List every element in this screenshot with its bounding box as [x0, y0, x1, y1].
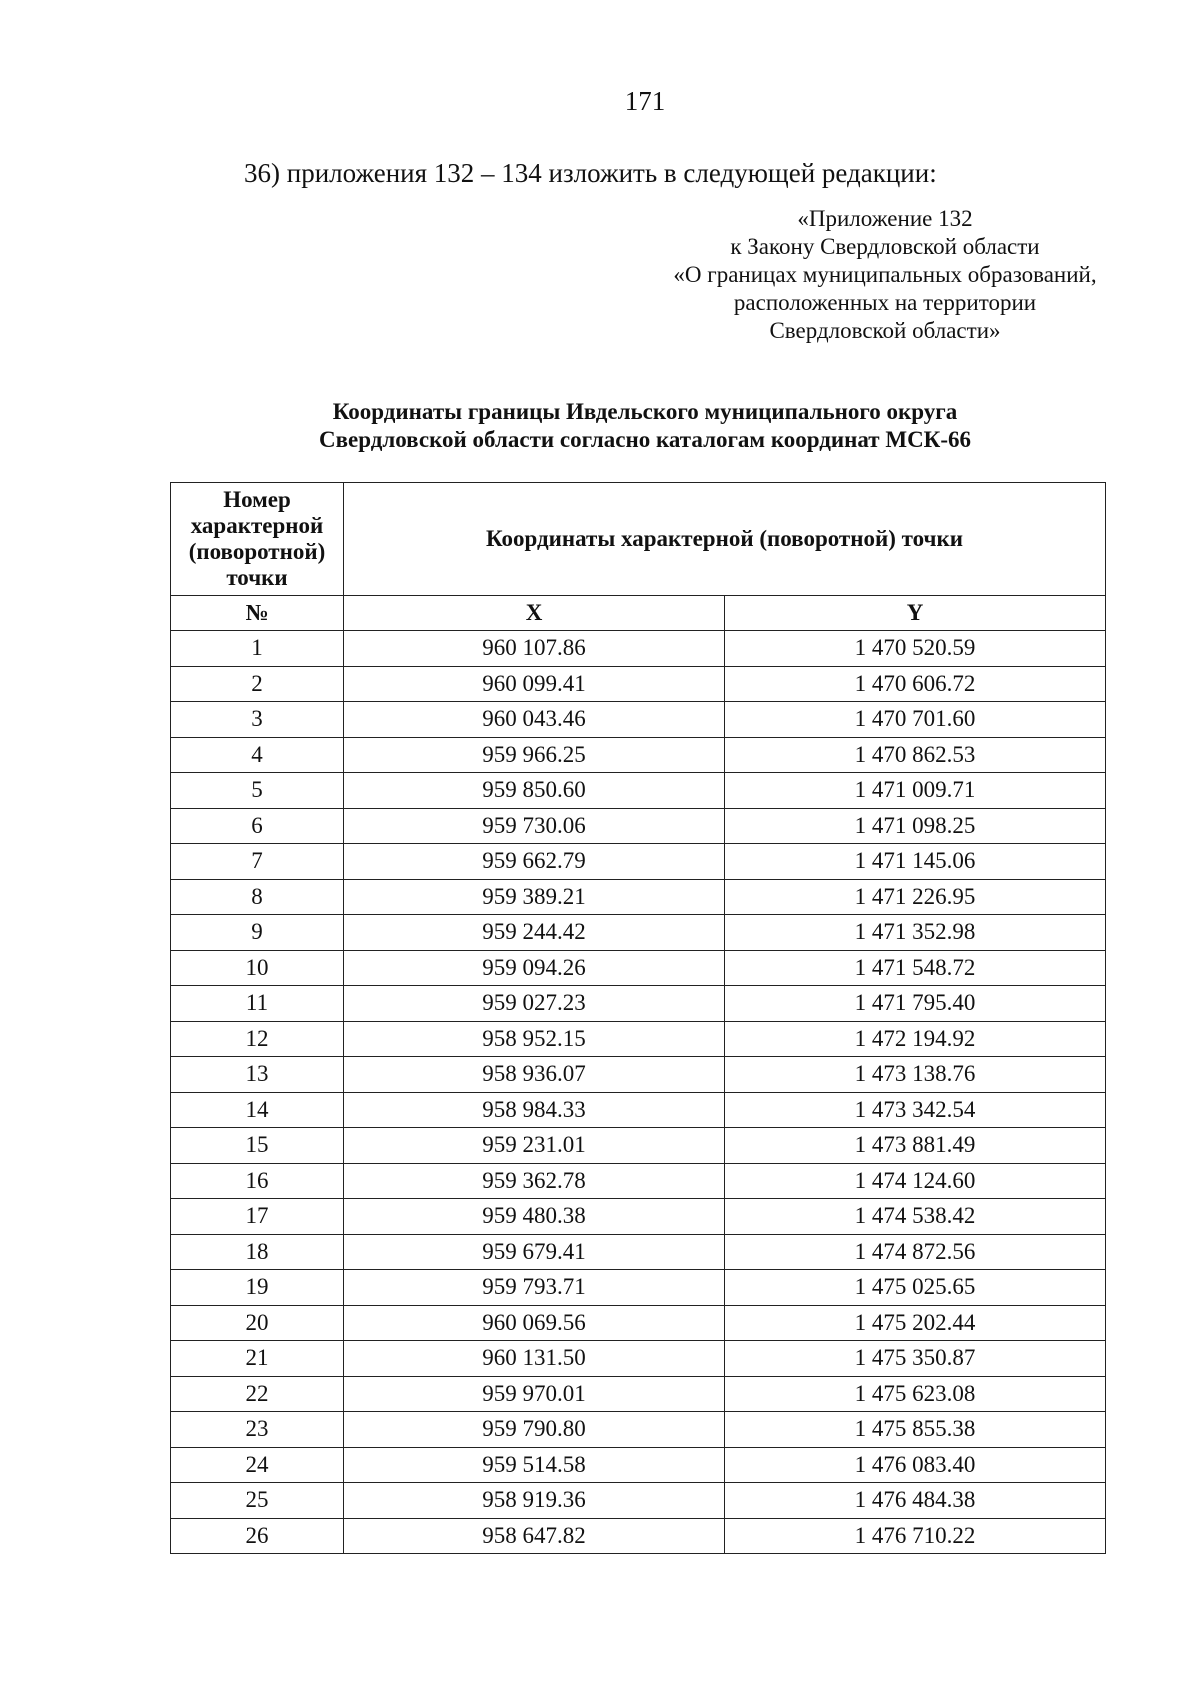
appendix-line: расположенных на территории: [733, 290, 1037, 315]
x-coordinate-cell: 959 970.01: [344, 1376, 725, 1412]
table-row: [171, 1092, 1106, 1128]
x-coordinate-cell: 960 131.50: [344, 1341, 725, 1377]
point-number-cell: 22: [171, 1376, 344, 1412]
appendix-line: «Приложение 132: [797, 206, 973, 231]
x-coordinate-cell: 958 984.33: [344, 1092, 725, 1128]
y-coordinate-cell: 1 470 520.59: [725, 631, 1106, 667]
x-coordinate-cell: 959 514.58: [344, 1447, 725, 1483]
y-coordinate-cell: 1 470 862.53: [725, 737, 1106, 773]
y-coordinate-cell: 1 474 538.42: [725, 1199, 1106, 1235]
table-row: [171, 1234, 1106, 1270]
x-coordinate-cell: 959 244.42: [344, 915, 725, 951]
x-coordinate-cell: 960 099.41: [344, 666, 725, 702]
table-row: [171, 950, 1106, 986]
x-coordinate-cell: 959 094.26: [344, 950, 725, 986]
table-row: [171, 631, 1106, 667]
header-coordinates: Координаты характерной (поворотной) точки: [344, 483, 1106, 596]
x-coordinate-cell: 959 362.78: [344, 1163, 725, 1199]
y-coordinate-cell: 1 473 138.76: [725, 1057, 1106, 1093]
coordinates-table: [170, 482, 1106, 1554]
y-coordinate-cell: 1 475 623.08: [725, 1376, 1106, 1412]
point-number-cell: 20: [171, 1305, 344, 1341]
y-coordinate-cell: 1 474 124.60: [725, 1163, 1106, 1199]
table-title: [170, 398, 1120, 454]
x-coordinate-cell: 959 231.01: [344, 1128, 725, 1164]
y-coordinate-cell: 1 476 710.22: [725, 1518, 1106, 1554]
x-coordinate-cell: 959 389.21: [344, 879, 725, 915]
table-row: [171, 986, 1106, 1022]
x-coordinate-cell: 959 662.79: [344, 844, 725, 880]
x-coordinate-cell: 959 850.60: [344, 773, 725, 809]
table-row: [171, 666, 1106, 702]
point-number-cell: 16: [171, 1163, 344, 1199]
x-coordinate-cell: 960 107.86: [344, 631, 725, 667]
table-row: [171, 1412, 1106, 1448]
amendment-instruction: 36) приложения 132 – 134 изложить в следующей редакции:: [244, 158, 937, 188]
x-coordinate-cell: 958 647.82: [344, 1518, 725, 1554]
table-row: [171, 879, 1106, 915]
point-number-cell: 14: [171, 1092, 344, 1128]
table-row: [171, 1199, 1106, 1235]
point-number-cell: 3: [171, 702, 344, 738]
x-coordinate-cell: 959 027.23: [344, 986, 725, 1022]
point-number-cell: 10: [171, 950, 344, 986]
table-row: [171, 773, 1106, 809]
y-coordinate-cell: 1 470 606.72: [725, 666, 1106, 702]
table-row: [171, 737, 1106, 773]
table-row: [171, 1518, 1106, 1554]
x-coordinate-cell: 958 936.07: [344, 1057, 725, 1093]
table-row: [171, 1163, 1106, 1199]
y-coordinate-cell: 1 476 484.38: [725, 1483, 1106, 1519]
point-number-cell: 15: [171, 1128, 344, 1164]
point-number-cell: 9: [171, 915, 344, 951]
y-coordinate-cell: 1 471 145.06: [725, 844, 1106, 880]
table-row: [171, 1057, 1106, 1093]
appendix-line: «О границах муниципальных образований,: [673, 262, 1097, 287]
table-row: [171, 1270, 1106, 1306]
table-row: [171, 844, 1106, 880]
y-coordinate-cell: 1 476 083.40: [725, 1447, 1106, 1483]
table-row: [171, 808, 1106, 844]
table-row: [171, 1128, 1106, 1164]
y-coordinate-cell: 1 472 194.92: [725, 1021, 1106, 1057]
table-title-line: Координаты границы Ивдельского муниципального округа: [332, 399, 958, 424]
point-number-cell: 12: [171, 1021, 344, 1057]
y-coordinate-cell: 1 470 701.60: [725, 702, 1106, 738]
point-number-cell: 8: [171, 879, 344, 915]
point-number-cell: 13: [171, 1057, 344, 1093]
point-number-cell: 23: [171, 1412, 344, 1448]
point-number-cell: 7: [171, 844, 344, 880]
x-coordinate-cell: 959 790.80: [344, 1412, 725, 1448]
header-point-number: Номер характерной (поворотной) точки: [171, 483, 344, 596]
point-number-cell: 11: [171, 986, 344, 1022]
subheader-number: №: [171, 596, 344, 631]
y-coordinate-cell: 1 473 881.49: [725, 1128, 1106, 1164]
point-number-cell: 2: [171, 666, 344, 702]
y-coordinate-cell: 1 471 352.98: [725, 915, 1106, 951]
subheader-x: X: [344, 596, 725, 631]
table-row: [171, 1341, 1106, 1377]
x-coordinate-cell: 960 043.46: [344, 702, 725, 738]
point-number-cell: 4: [171, 737, 344, 773]
table-row: [171, 1021, 1106, 1057]
y-coordinate-cell: 1 471 226.95: [725, 879, 1106, 915]
point-number-cell: 21: [171, 1341, 344, 1377]
y-coordinate-cell: 1 475 855.38: [725, 1412, 1106, 1448]
page-number: 171: [624, 86, 666, 116]
y-coordinate-cell: 1 475 202.44: [725, 1305, 1106, 1341]
table-row: [171, 702, 1106, 738]
x-coordinate-cell: 959 793.71: [344, 1270, 725, 1306]
y-coordinate-cell: 1 474 872.56: [725, 1234, 1106, 1270]
table-row: [171, 1447, 1106, 1483]
point-number-cell: 17: [171, 1199, 344, 1235]
x-coordinate-cell: 958 952.15: [344, 1021, 725, 1057]
point-number-cell: 5: [171, 773, 344, 809]
x-coordinate-cell: 960 069.56: [344, 1305, 725, 1341]
x-coordinate-cell: 959 679.41: [344, 1234, 725, 1270]
y-coordinate-cell: 1 473 342.54: [725, 1092, 1106, 1128]
x-coordinate-cell: 959 730.06: [344, 808, 725, 844]
point-number-cell: 18: [171, 1234, 344, 1270]
point-number-cell: 25: [171, 1483, 344, 1519]
x-coordinate-cell: 958 919.36: [344, 1483, 725, 1519]
x-coordinate-cell: 959 480.38: [344, 1199, 725, 1235]
appendix-line: к Закону Свердловской области: [730, 234, 1040, 259]
table-row: [171, 915, 1106, 951]
table-title-line: Свердловской области согласно каталогам координат МСК-66: [318, 427, 972, 452]
point-number-cell: 1: [171, 631, 344, 667]
y-coordinate-cell: 1 471 795.40: [725, 986, 1106, 1022]
table-row: [171, 1305, 1106, 1341]
appendix-heading: [640, 205, 1130, 345]
y-coordinate-cell: 1 471 548.72: [725, 950, 1106, 986]
point-number-cell: 19: [171, 1270, 344, 1306]
point-number-cell: 6: [171, 808, 344, 844]
y-coordinate-cell: 1 475 025.65: [725, 1270, 1106, 1306]
y-coordinate-cell: 1 475 350.87: [725, 1341, 1106, 1377]
subheader-y: Y: [725, 596, 1106, 631]
point-number-cell: 26: [171, 1518, 344, 1554]
y-coordinate-cell: 1 471 009.71: [725, 773, 1106, 809]
table-row: [171, 1483, 1106, 1519]
appendix-line: Свердловской области»: [769, 318, 1001, 343]
y-coordinate-cell: 1 471 098.25: [725, 808, 1106, 844]
table-body: [171, 631, 1106, 1554]
point-number-cell: 24: [171, 1447, 344, 1483]
x-coordinate-cell: 959 966.25: [344, 737, 725, 773]
table-row: [171, 1376, 1106, 1412]
